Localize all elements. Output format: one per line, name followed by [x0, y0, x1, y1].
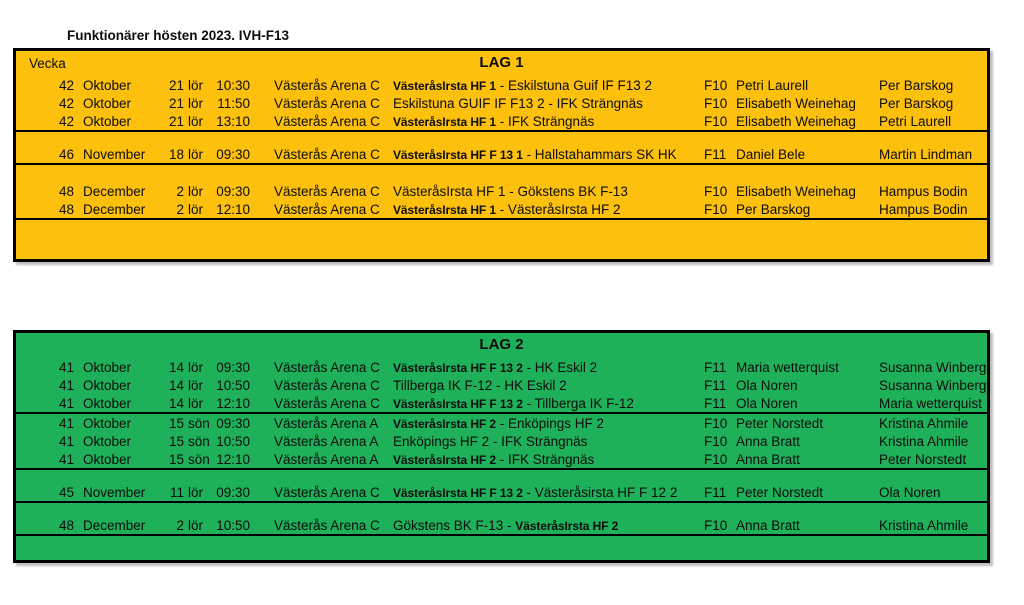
day-number-cell: 18: [169, 146, 185, 162]
month-cell: Oktober: [83, 451, 132, 467]
official-2-cell: Petri Laurell: [879, 113, 952, 129]
empty-row: [16, 536, 987, 560]
category-cell: F11: [704, 395, 727, 411]
weekday-cell: lör: [188, 183, 204, 199]
arena-cell: Västerås Arena C: [274, 183, 380, 199]
category-cell: F10: [704, 433, 728, 449]
official-2-cell: Ola Noren: [879, 484, 941, 500]
official-2-cell: Per Barskog: [879, 77, 954, 93]
team-name-bold: VästeråsIrsta HF 2: [393, 452, 496, 467]
week-cell: 42: [58, 95, 74, 111]
official-1-cell: Ola Noren: [736, 395, 798, 411]
team-name-bold: VästeråsIrsta HF F 13 2: [393, 360, 523, 375]
month-cell: November: [83, 146, 146, 162]
match-text: - Enköpings HF 2: [495, 415, 605, 431]
match-text: - HK Eskil 2: [522, 359, 598, 375]
schedule-row: [16, 432, 987, 450]
day-number-cell: 15: [169, 433, 185, 449]
match-text: VästeråsIrsta HF 1 - Gökstens BK F-13: [393, 183, 628, 199]
match-text: Enköpings HF 2 - IFK Strängnäs: [393, 433, 588, 449]
week-cell: 42: [58, 113, 74, 129]
weekday-cell: lör: [188, 113, 204, 129]
time-cell: 11:50: [217, 95, 251, 111]
time-cell: 09:30: [216, 146, 251, 162]
match-text: - VästeråsIrsta HF 2: [495, 201, 621, 217]
weekday-cell: lör: [188, 201, 204, 217]
weekday-cell: lör: [188, 377, 204, 393]
official-1-cell: Petri Laurell: [736, 77, 809, 93]
schedule-row: [16, 414, 987, 432]
official-2-cell: Susanna Winberg: [879, 377, 987, 393]
arena-cell: Västerås Arena C: [274, 395, 380, 411]
schedule-row: [16, 76, 987, 94]
category-cell: F11: [704, 377, 727, 393]
match-cell: [393, 147, 698, 162]
match-cell: [393, 378, 698, 393]
match-cell: [393, 452, 698, 467]
day-number-cell: 11: [169, 484, 184, 500]
month-cell: December: [83, 201, 146, 217]
official-2-cell: Maria wetterquist: [879, 395, 982, 411]
weekday-cell: sön: [188, 451, 210, 467]
arena-cell: Västerås Arena C: [274, 484, 380, 500]
arena-cell: Västerås Arena C: [274, 359, 380, 375]
arena-cell: Västerås Arena C: [274, 201, 380, 217]
match-cell: [393, 96, 698, 111]
schedule-row: [16, 182, 987, 200]
week-cell: 48: [58, 183, 74, 199]
day-number-cell: 21: [169, 95, 185, 111]
match-cell: [393, 518, 698, 533]
day-number-cell: 2: [176, 201, 184, 217]
weekday-cell: lör: [188, 484, 204, 500]
category-cell: F11: [704, 146, 727, 162]
month-cell: Oktober: [83, 433, 132, 449]
weekday-cell: sön: [188, 415, 210, 431]
category-cell: F10: [704, 113, 728, 129]
category-cell: F10: [704, 183, 728, 199]
arena-cell: Västerås Arena A: [274, 415, 379, 431]
week-cell: 41: [58, 395, 74, 411]
match-cell: [393, 434, 698, 449]
official-1-cell: Elisabeth Weinehag: [736, 95, 856, 111]
lag2-table-body: [16, 358, 987, 560]
team-name-bold: VästeråsIrsta HF F 13 2: [393, 396, 523, 411]
match-text: - IFK Strängnäs: [495, 451, 595, 467]
arena-cell: Västerås Arena C: [274, 113, 380, 129]
official-2-cell: Hampus Bodin: [879, 201, 968, 217]
time-cell: 12:10: [216, 395, 251, 411]
category-cell: F11: [704, 359, 727, 375]
official-1-cell: Peter Norstedt: [736, 415, 824, 431]
match-cell: [393, 78, 698, 93]
schedule-row: [16, 112, 987, 130]
match-cell: [393, 416, 698, 431]
time-cell: 12:10: [216, 451, 251, 467]
official-1-cell: Anna Bratt: [736, 451, 800, 467]
time-cell: 10:30: [216, 77, 251, 93]
week-cell: 45: [58, 484, 74, 500]
category-cell: F10: [704, 95, 728, 111]
official-1-cell: Anna Bratt: [736, 433, 800, 449]
team-name-bold: VästeråsIrsta HF 2: [393, 416, 496, 431]
week-cell: 41: [58, 377, 74, 393]
empty-row: [16, 132, 987, 145]
page-title: Funktionärer hösten 2023. IVH-F13: [67, 28, 290, 43]
official-2-cell: Susanna Winberg: [879, 359, 987, 375]
lag2-header-row: [16, 333, 987, 358]
weekday-cell: lör: [188, 95, 204, 111]
time-cell: 09:30: [216, 183, 250, 199]
official-1-cell: Per Barskog: [736, 201, 811, 217]
team-name-bold: VästeråsIrsta HF F 13 1: [393, 147, 523, 162]
weekday-cell: sön: [188, 433, 210, 449]
arena-cell: Västerås Arena C: [274, 95, 380, 111]
weekday-cell: lör: [188, 359, 204, 375]
match-cell: [393, 360, 698, 375]
time-cell: 09:30: [216, 359, 251, 375]
official-2-cell: Martin Lindman: [879, 146, 973, 162]
month-cell: Oktober: [83, 377, 132, 393]
month-cell: Oktober: [83, 95, 132, 111]
arena-cell: Västerås Arena A: [274, 451, 379, 467]
day-number-cell: 21: [169, 77, 185, 93]
lag1-table: [13, 48, 990, 262]
official-1-cell: Peter Norstedt: [736, 484, 824, 500]
time-cell: 10:50: [216, 433, 251, 449]
match-text: - Eskilstuna Guif IF F13 2: [495, 77, 653, 93]
schedule-row: [16, 200, 987, 218]
lag2-title: LAG 2: [479, 336, 524, 353]
week-cell: 48: [58, 201, 74, 217]
match-text: - Hallstahammars SK HK: [522, 146, 677, 162]
official-2-cell: Kristina Ahmile: [879, 415, 969, 431]
month-cell: Oktober: [83, 395, 132, 411]
schedule-row: [16, 145, 987, 163]
team-name-bold: VästeråsIrsta HF 1: [393, 78, 496, 93]
empty-row: [16, 165, 987, 182]
arena-cell: Västerås Arena C: [274, 146, 380, 162]
empty-row: [16, 470, 987, 483]
arena-cell: Västerås Arena A: [274, 433, 379, 449]
time-cell: 09:30: [216, 484, 250, 500]
schedule-row: [16, 394, 987, 412]
match-text: Gökstens BK F-13 -: [393, 517, 516, 533]
match-cell: [393, 396, 698, 411]
schedule-row: [16, 94, 987, 112]
day-number-cell: 21: [169, 113, 185, 129]
week-cell: 41: [58, 415, 74, 431]
official-1-cell: Elisabeth Weinehag: [736, 113, 856, 129]
official-2-cell: Kristina Ahmile: [879, 517, 969, 533]
time-cell: 10:50: [216, 377, 251, 393]
arena-cell: Västerås Arena C: [274, 77, 380, 93]
lag2-table: [13, 330, 990, 563]
time-cell: 13:10: [216, 113, 251, 129]
official-1-cell: Ola Noren: [736, 377, 798, 393]
match-text: Eskilstuna GUIF IF F13 2 - IFK Strängnäs: [393, 95, 643, 111]
official-2-cell: Kristina Ahmile: [879, 433, 969, 449]
empty-row: [16, 503, 987, 516]
team-name-bold: VästeråsIrsta HF F 13 2: [393, 485, 523, 500]
match-text: - Västeråsirsta HF F 12 2: [522, 484, 678, 500]
match-cell: [393, 114, 698, 129]
lag1-table-body: [16, 76, 987, 259]
category-cell: F10: [704, 517, 728, 533]
official-1-cell: Anna Bratt: [736, 517, 800, 533]
official-1-cell: Elisabeth Weinehag: [736, 183, 856, 199]
day-number-cell: 14: [169, 359, 185, 375]
month-cell: Oktober: [83, 113, 132, 129]
category-cell: F10: [704, 415, 728, 431]
month-cell: December: [83, 517, 146, 533]
month-cell: November: [83, 484, 146, 500]
arena-cell: Västerås Arena C: [274, 377, 380, 393]
category-cell: F11: [704, 484, 727, 500]
official-2-cell: Peter Norstedt: [879, 451, 967, 467]
match-text: Tillberga IK F-12 - HK Eskil 2: [393, 377, 567, 393]
match-cell: [393, 184, 698, 199]
weekday-cell: lör: [188, 146, 204, 162]
official-2-cell: Hampus Bodin: [879, 183, 968, 199]
month-cell: Oktober: [83, 359, 132, 375]
week-cell: 41: [58, 359, 74, 375]
day-number-cell: 15: [169, 451, 185, 467]
day-number-cell: 2: [176, 183, 184, 199]
day-number-cell: 15: [169, 415, 185, 431]
weekday-cell: lör: [188, 77, 204, 93]
match-text: - IFK Strängnäs: [495, 113, 595, 129]
category-cell: F10: [704, 451, 728, 467]
official-1-cell: Maria wetterquist: [736, 359, 839, 375]
category-cell: F10: [704, 77, 728, 93]
week-cell: 42: [58, 77, 74, 93]
day-number-cell: 14: [169, 395, 185, 411]
day-number-cell: 14: [169, 377, 185, 393]
empty-row: [16, 220, 987, 259]
schedule-row: [16, 358, 987, 376]
category-cell: F10: [704, 201, 728, 217]
month-cell: Oktober: [83, 77, 132, 93]
week-cell: 41: [58, 451, 74, 467]
official-2-cell: Per Barskog: [879, 95, 954, 111]
schedule-row: [16, 450, 987, 468]
official-1-cell: Daniel Bele: [736, 146, 806, 162]
time-cell: 12:10: [216, 201, 250, 217]
month-cell: Oktober: [83, 415, 132, 431]
match-cell: [393, 485, 698, 500]
week-cell: 46: [58, 146, 74, 162]
weekday-cell: lör: [188, 395, 204, 411]
week-cell: 48: [58, 517, 74, 533]
team-name-bold: VästeråsIrsta HF 2: [515, 518, 619, 533]
week-cell: 41: [58, 433, 74, 449]
month-cell: December: [83, 183, 146, 199]
vecka-column-header: Vecka: [29, 56, 66, 71]
time-cell: 10:50: [216, 517, 250, 533]
team-name-bold: VästeråsIrsta HF 1: [393, 114, 496, 129]
lag1-title: LAG 1: [479, 54, 524, 71]
team-name-bold: VästeråsIrsta HF 1: [393, 202, 496, 217]
schedule-row: [16, 376, 987, 394]
schedule-row: [16, 516, 987, 534]
arena-cell: Västerås Arena C: [274, 517, 380, 533]
schedule-row: [16, 483, 987, 501]
match-text: - Tillberga IK F-12: [522, 395, 634, 411]
lag1-header-row: [16, 51, 987, 76]
time-cell: 09:30: [216, 415, 251, 431]
match-cell: [393, 202, 698, 217]
weekday-cell: lör: [188, 517, 204, 533]
day-number-cell: 2: [176, 517, 184, 533]
